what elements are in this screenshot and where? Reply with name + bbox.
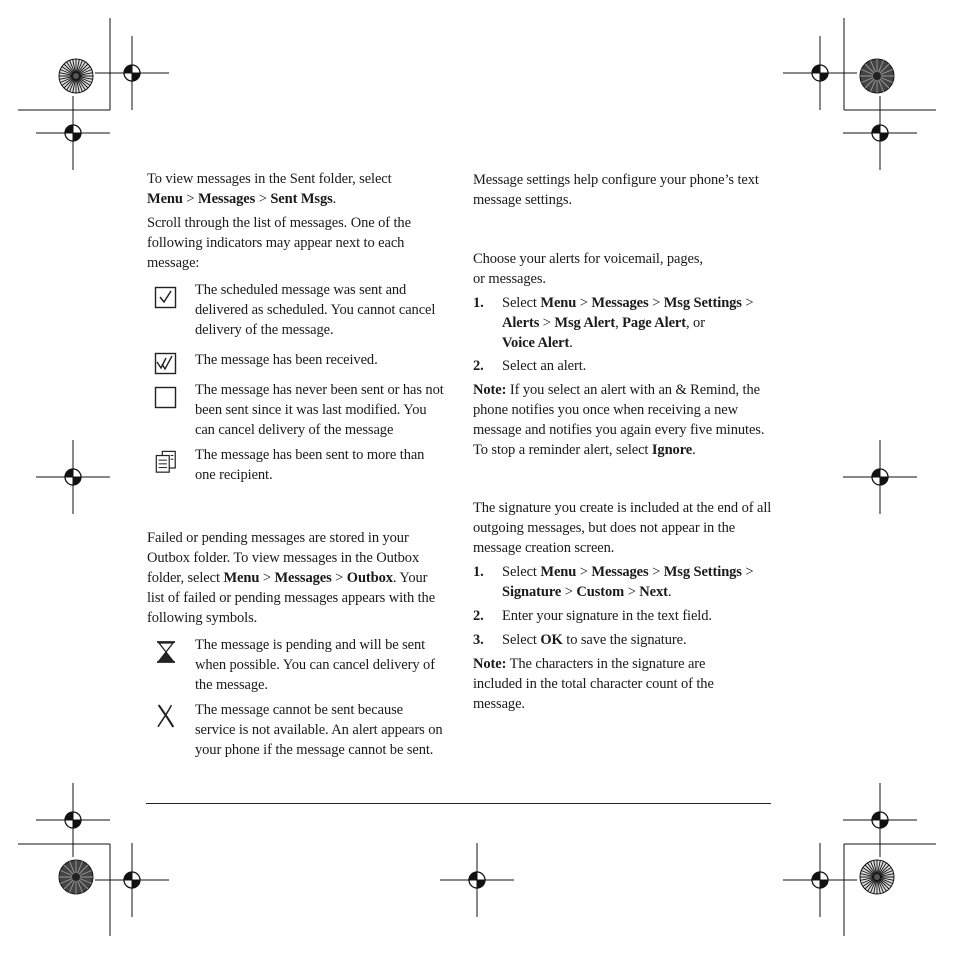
hourglass-icon [154,640,178,664]
step-select: Select [502,564,537,580]
path-sep: > [652,295,661,311]
path-sep: > [745,295,754,311]
path-alerts: Alerts [502,315,540,331]
step-rest: to save the signature. [566,632,687,648]
settings-intro-text: Message settings help configure your phone’s text message settings. [473,172,759,208]
step-or: , or [686,315,705,331]
path-sep: > [258,191,267,207]
note-ignore: Ignore [651,442,693,458]
path-messages: Messages [591,295,649,311]
signature-intro-text: The signature you create is included at the end of all outgoing messages, but does not appear in the message creation screen. [473,500,772,556]
step-number: 1. [473,295,484,311]
indicator-not-sent [195,380,445,440]
path-messages: Messages [198,191,256,207]
settings-intro [473,170,773,210]
outbox-intro [147,528,447,628]
signature-step-3 [473,630,773,650]
path-messages: Messages [591,564,649,580]
indicator-text: The message has been sent to more than one recipient. [195,447,425,483]
note-label: Note: [473,382,507,398]
path-sep: > [262,570,271,586]
path-outbox: Outbox [346,570,393,586]
path-sep: > [579,564,588,580]
path-sep: > [335,570,344,586]
step-number: 3. [473,632,484,648]
indicator-pending [195,635,445,695]
checkbox-double-check-icon [154,352,178,376]
alerts-step-1: 1. Select Menu > Messages > Msg Settings > Alerts > Msg Alert, Page Alert, or Voice Alert. [473,295,754,351]
path-sep: > [652,564,661,580]
scroll-instructions [147,213,412,273]
indicator-text: The message has been received. [195,352,378,368]
indicator-multiple-recipients [195,445,445,485]
path-menu: Menu [540,295,577,311]
path-sep: > [186,191,195,207]
note-label: Note: [473,656,507,672]
path-sep: > [627,584,636,600]
path-sep: > [745,564,754,580]
empty-box-icon [154,386,178,410]
indicator-text: The message is pending and will be sent when possible. You can cancel delivery of the message. [195,637,435,693]
alerts-step-2 [473,356,773,376]
step-text: Select an alert. [502,358,587,374]
path-sep: > [564,584,573,600]
scroll-text: Scroll through the list of messages. One of the following indicators may appear next to each message: [147,215,411,271]
indicator-text: The scheduled message was sent and delivered as scheduled. You cannot cancel delivery of the message. [195,282,436,338]
outbox-after-text: . Your list of failed or pending messages appears with the following symbols. [147,570,436,626]
footer-rule [146,803,771,804]
indicator-sent-delivered [195,280,445,340]
signature-step-2 [473,606,773,626]
path-sep: > [579,295,588,311]
path-msg-alert: Msg Alert [554,315,616,331]
step-select: Select [502,632,537,648]
alerts-intro [473,249,718,289]
path-menu: Menu [147,191,183,207]
checkbox-check-icon [154,286,178,310]
path-next: Next [639,584,668,600]
path-ok: OK [540,632,563,648]
alerts-intro-text: Choose your alerts for voicemail, pages, or messages. [473,251,703,287]
step-select: Select [502,295,537,311]
multiple-recipients-icon [154,450,178,474]
path-sent-msgs: Sent Msgs [270,191,333,207]
signature-intro [473,498,773,558]
signature-step-1: 1. Select Menu > Messages > Msg Settings > Signature > Custom > Next. [473,564,754,600]
indicator-received [195,350,445,370]
note-text: If you select an alert with an & Remind, the phone notifies you once when receiving a new message and notifies you again every five minutes. To stop a reminder alert, select [473,382,765,458]
indicator-failed [195,700,445,760]
note-text: The characters in the signature are included in the total character count of the message. [473,656,714,712]
path-menu: Menu [540,564,577,580]
indicator-text: The message cannot be sent because service is not available. An alert appears on your phone if the message cannot be sent. [195,702,443,758]
sent-folder-intro: To view messages in the Sent folder, select Menu > Messages > Sent Msgs. [147,171,392,207]
path-messages: Messages [274,570,332,586]
path-page-alert: Page Alert [622,315,686,331]
step-number: 1. [473,564,484,580]
path-msg-settings: Msg Settings [663,295,742,311]
indicator-text: The message has never been sent or has not been sent since it was last modified. You can cancel delivery of the message [195,382,444,438]
outbox-intro-text: Failed or pending messages are stored in your Outbox folder. To view messages in the Outbox folder, select [147,530,420,586]
step-number: 2. [473,358,484,374]
sent-intro-text: To view messages in the Sent folder, select [147,171,392,187]
path-voice-alert: Voice Alert [502,335,570,351]
step-text: Enter your signature in the text field. [502,608,712,624]
path-menu: Menu [223,570,260,586]
alerts-note: Note: If you select an alert with an & Remind, the phone notifies you once when receiving a new message and notifies you again every five minutes. To stop a reminder alert, select Ignore. [473,382,765,458]
failed-x-icon [154,704,178,728]
signature-note [473,654,723,714]
path-signature: Signature [502,584,562,600]
path-custom: Custom [576,584,625,600]
path-msg-settings: Msg Settings [663,564,742,580]
step-number: 2. [473,608,484,624]
path-sep: > [542,315,551,331]
